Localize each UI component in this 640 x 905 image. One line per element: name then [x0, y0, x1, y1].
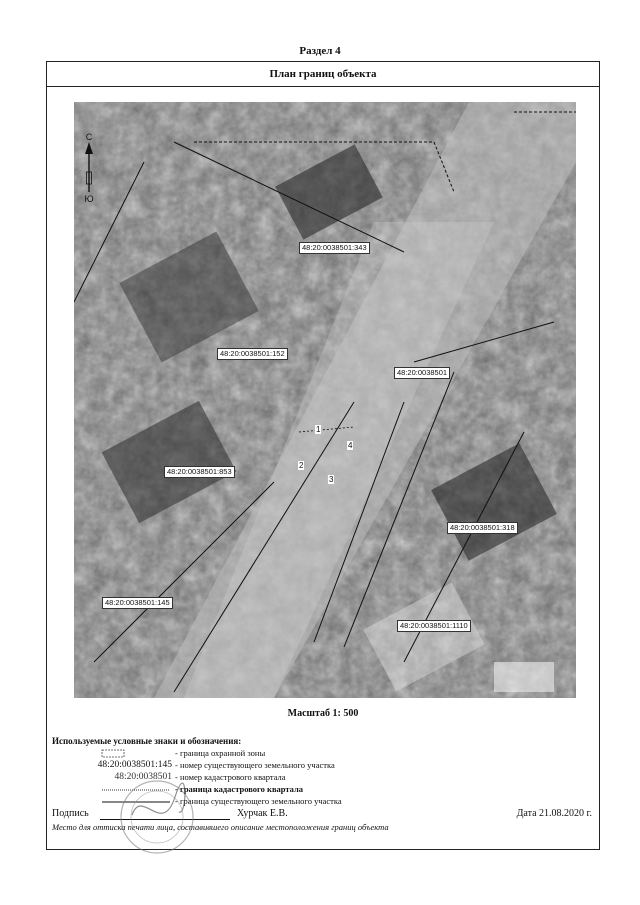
signature-label: Подпись — [52, 808, 89, 819]
label-parcel-853: 48:20:0038501:853 — [164, 466, 235, 478]
point-3: 3 — [329, 475, 334, 484]
north-letter: С — [85, 132, 93, 142]
signer-name: Хурчак Е.В. — [237, 808, 288, 819]
legend-item: - граница кадастрового квартала — [52, 784, 592, 795]
plan-title: План границ объекта — [47, 62, 599, 87]
stamp-note: Место для оттиска печати лица, составившего описание местоположения границ объекта — [52, 822, 389, 832]
north-arrow — [82, 132, 96, 242]
legend-item: 48:20:0038501 - номер кадастрового квартала — [114, 772, 286, 782]
signature-date: Дата 21.08.2020 г. — [516, 808, 592, 819]
label-parcel-343: 48:20:0038501:343 — [299, 242, 370, 254]
legend-item: 48:20:0038501:145 - номер существующего земельного участка — [97, 760, 335, 770]
label-parcel-318: 48:20:0038501:318 — [447, 522, 518, 534]
label-parcel-152: 48:20:0038501:152 — [217, 348, 288, 360]
stamp-seal — [117, 777, 197, 857]
south-letter: Ю — [84, 194, 94, 204]
point-4: 4 — [348, 441, 353, 450]
legend-item: - граница охранной зоны — [52, 748, 592, 759]
legend-item: - граница существующего земельного участка — [52, 796, 592, 807]
point-1: 1 — [316, 425, 321, 434]
label-quarter: 48:20:0038501 — [394, 367, 450, 379]
label-parcel-145: 48:20:0038501:145 — [102, 597, 173, 609]
point-2: 2 — [299, 461, 304, 470]
section-title: Раздел 4 — [299, 45, 341, 57]
label-parcel-1110: 48:20:0038501:1110 — [397, 620, 471, 632]
plan-frame — [46, 61, 600, 850]
arrow-icon — [82, 142, 96, 232]
zone-boundary-symbol — [52, 748, 172, 759]
scale-label: Масштаб 1: 500 — [287, 708, 359, 719]
aerial-map — [74, 102, 576, 698]
legend-title: Используемые условные знаки и обозначения: — [52, 736, 242, 746]
